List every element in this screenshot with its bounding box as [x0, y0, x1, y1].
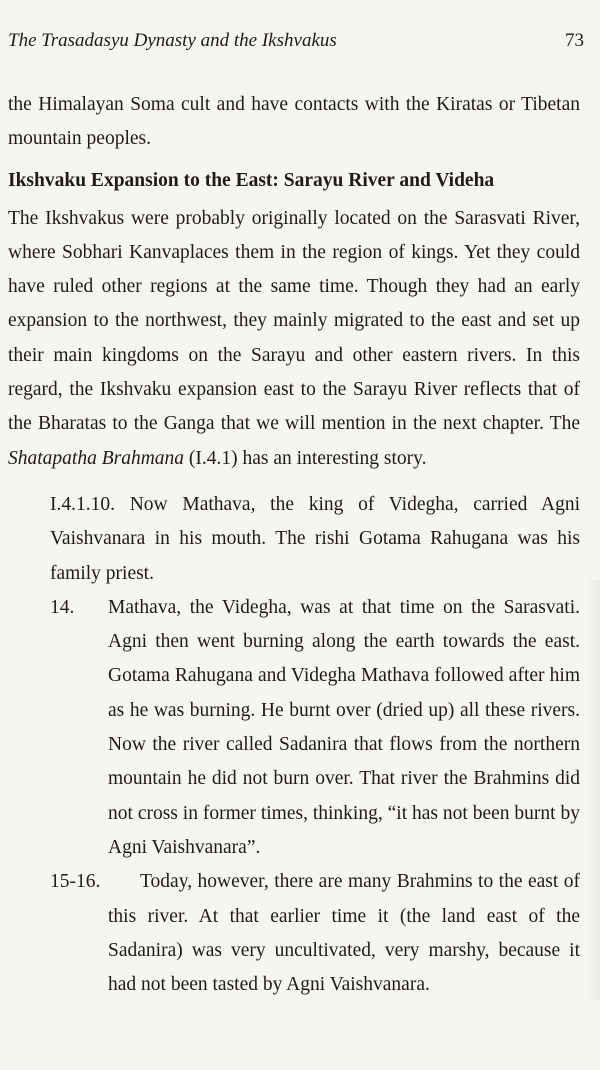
section-heading: Ikshvaku Expansion to the East: Sarayu River and Videha: [8, 169, 495, 191]
paragraph-ikshvaku-expansion: [8, 202, 580, 476]
quote-text: I.4.1.10. Now Mathava, the king of Videgha, carried Agni Vaishvanara in his mouth. The rishi Gotama Rahugana was his family priest.: [50, 493, 580, 584]
running-header: [8, 30, 584, 52]
page-edge-shadow: [586, 580, 600, 1000]
paragraph-continuation: the Himalayan Soma cult and have contacts with the Kiratas or Tibetan mountain peoples.: [8, 94, 580, 150]
paragraph-text-end: (I.4.1) has an interesting story.: [184, 447, 427, 469]
quote-item: [50, 488, 580, 591]
quote-item: [50, 865, 580, 1002]
quote-text: Mathava, the Videgha, was at that time on the Sarasvati. Agni then went burning along the earth towards the east. Gotama Rahugana and Videgha Mathava followed after him as he was burning. He burnt over (dried up) all these rivers. Now the river called Sadanira that flows from the northern mountain he did not burn over. That river the Brahmins did not cross in former times, thinking, “it has not been burnt by Agni Vaishvanara”.: [108, 596, 580, 858]
quote-text: Today, however, there are many Brahmins to the east of this river. At that earlier time it (the land east of the Sadanira) was very uncultivated, very marshy, because it had not been tasted by Agni Vaishvanara.: [108, 871, 580, 996]
quote-item: [50, 591, 580, 865]
book-title-italic: Shatapatha Brahmana: [8, 447, 185, 469]
verse-number: 14.: [50, 596, 75, 618]
page-number: 73: [565, 30, 584, 51]
block-quote: [50, 488, 580, 1002]
page-body: [8, 88, 580, 1002]
running-title: The Trasadasyu Dynasty and the Ikshvakus: [8, 30, 337, 51]
paragraph-text-start: The Ikshvakus were probably originally located on the Sarasvati River, where Sobhari Kanvaplaces them in the region of kings. Yet they could have ruled other regions at the same time. Though they had an early expansion to the northwest, they mainly migrated to the east and set up their main kingdoms on the Sarayu and other eastern rivers. In this regard, the Ikshvaku expansion east to the Sarayu River reflects that of the Bharatas to the Ganga that we will mention in the next chapter. The: [8, 207, 580, 435]
verse-number: 15-16.: [50, 871, 101, 893]
